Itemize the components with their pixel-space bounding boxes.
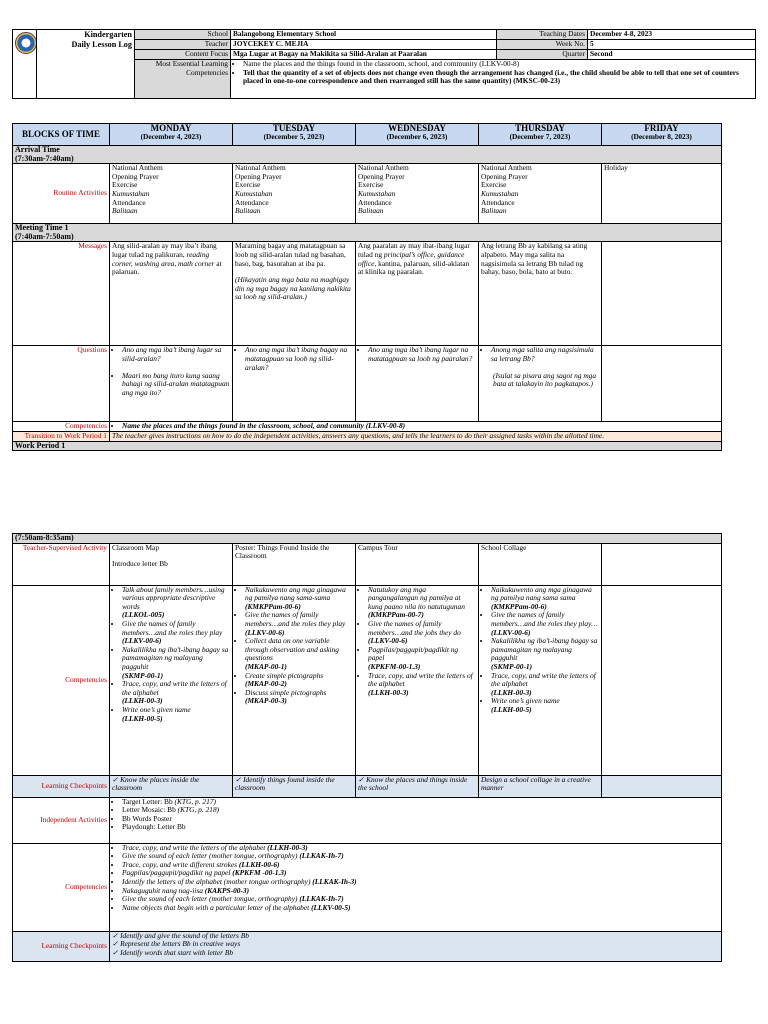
questions-label: Questions bbox=[13, 346, 110, 422]
tsa-tuesday: Poster: Things Found Inside the Classroom bbox=[233, 543, 356, 585]
deped-logo-cell bbox=[13, 30, 37, 99]
section-work-period: Work Period 1 bbox=[13, 441, 722, 451]
meeting-competencies-label: Competencies bbox=[13, 422, 110, 432]
questions-wednesday: • Ano ang mga iba’t ibang lugar na matatagpuan sa loob ng paaralan? bbox=[356, 346, 479, 422]
col-head-wednesday: WEDNESDAY (December 6, 2023) bbox=[356, 124, 479, 146]
quarter-label: Quarter bbox=[497, 50, 588, 60]
tsa-competencies-label: Competencies bbox=[13, 585, 110, 775]
dates-label: Teaching Dates bbox=[497, 30, 588, 40]
competencies-friday bbox=[602, 585, 722, 775]
independent-activities: • Target Letter: Bb (KTG, p. 217) • Letter Mosaic: Bb (KTG, p. 218) • Bb Words Poster • Playdough: Letter Bb bbox=[110, 797, 722, 843]
lesson-table-page1 bbox=[12, 123, 722, 451]
tsa-friday bbox=[602, 543, 722, 585]
mel-list bbox=[231, 60, 756, 99]
checkpoint-tuesday: ✓ Identify things found inside the classroom bbox=[233, 775, 356, 797]
independent-label: Independent Activities bbox=[13, 797, 110, 843]
competencies-monday: • Talk about family members…using various appropriate descriptive words (LLKOL-005) • Give the names of family members…and the roles they play (LLKV-00-6) • Nakalilikha ng iba’t-ibang bagay sa pamamagitan ng malayang pagguhit (SKMP-00-1) • Trace, copy, and write the letters of the alphabet (LLKH-00-3) • Write one’s given name (LLKH-00-5) bbox=[110, 585, 233, 775]
questions-friday bbox=[602, 346, 722, 422]
teacher-label: Teacher bbox=[135, 40, 231, 50]
tsa-monday: Classroom Map Introduce letter Bb bbox=[110, 543, 233, 585]
checkpoints-label: Learning Checkpoints bbox=[13, 775, 110, 797]
competencies-thursday: • Naikukuwento ang mga ginagawa ng pamilya nang sama sama (KMKPPam-00-6) • Give the names of family members…and the roles they play… (LLKV-00-6) • Nakalilikha ng iba’t-ibang bagay sa pamamagitan ng malayang pagguhit (SKMP-00-1) • Trace, copy, and write the letters of the alphabet (LLKH-00-3) • Write one’s given name (LLKH-00-5) bbox=[479, 585, 602, 775]
lesson-table-page2 bbox=[12, 533, 722, 962]
message-tuesday: Maraming bagay ang matatagpuan sa loob ng silid-aralan tulad ng basahan, baso, bag, basurahan at iba pa. (Hikayatin ang mga bata na magbigay din ng mga bagay na kanilang nakikita sa loob ng silid-aralan.) bbox=[233, 242, 356, 346]
col-head-friday: FRIDAY (December 8, 2023) bbox=[602, 124, 722, 146]
meeting-competencies: • Name the places and the things found in the classroom, school, and community (LLKV-00-8) bbox=[110, 422, 722, 432]
message-monday: Ang silid-aralan ay may iba’t ibang lugar tulad ng palikuran, reading corner, washing area, math corner at palaruan. bbox=[110, 242, 233, 346]
transition-text: The teacher gives instructions on how to do the independent activities, answers any questions, and tells the learners to do their assigned tasks within the allotted time. bbox=[110, 431, 722, 441]
teacher-value: JOYCEKEY C. MEJIA bbox=[231, 40, 497, 50]
routine-monday: National Anthem Opening Prayer Exercise Kumustahan Attendance Balitaan bbox=[110, 164, 233, 224]
questions-tuesday: • Ano ang mga iba’t ibang bagay na matatagpuan sa loob ng silid-aralan? bbox=[233, 346, 356, 422]
col-head-blocks: BLOCKS OF TIME bbox=[13, 124, 110, 146]
tsa-label: Teacher-Supervised Activity bbox=[13, 543, 110, 585]
tsa-wednesday: Campus Tour bbox=[356, 543, 479, 585]
checkpoint-wednesday: ✓ Know the places and things inside the school bbox=[356, 775, 479, 797]
week-label: Week No. bbox=[497, 40, 588, 50]
focus-label: Content Focus bbox=[135, 50, 231, 60]
mel-item: • Name the places and the things found in the classroom, school, and community (LLKV-00-8) bbox=[243, 60, 753, 69]
message-friday bbox=[602, 242, 722, 346]
col-head-monday: MONDAY (December 4, 2023) bbox=[110, 124, 233, 146]
check-icon: ✓ bbox=[112, 939, 119, 949]
check-icon: ✓ bbox=[112, 775, 119, 784]
check-icon: ✓ bbox=[235, 775, 242, 784]
message-thursday: Ang letrang Bb ay kabilang sa ating alpabeto. May mga salita na nagsisimula sa letrang Bb tulad ng bahay, baso, bola, bato at buto. bbox=[479, 242, 602, 346]
checkpoint-friday bbox=[602, 775, 722, 797]
checkpoints2: ✓ Identify and give the sound of the letters Bb ✓ Represent the letters Bb in creative ways ✓ Identify words that start with letter Bb bbox=[110, 931, 722, 961]
messages-label: Messages bbox=[13, 242, 110, 346]
doc-title-line1: Kindergarten bbox=[84, 30, 132, 39]
section-meeting: Meeting Time 1 (7:40am-7:50am) bbox=[13, 224, 722, 242]
transition-label: Transition to Work Period 1 bbox=[13, 431, 110, 441]
routine-tuesday: National Anthem Opening Prayer Exercise Kumustahan Attendance Balitaan bbox=[233, 164, 356, 224]
check-icon: ✓ bbox=[112, 947, 119, 957]
checkpoint-monday: ✓ Know the places inside the classroom bbox=[110, 775, 233, 797]
independent-competencies-label: Competencies bbox=[13, 843, 110, 931]
check-icon: ✓ bbox=[112, 931, 119, 940]
focus-value: Mga Lugar at Bagay na Makikita sa Silid-Aralan at Paaralan bbox=[231, 50, 497, 60]
section-arrival: Arrival Time (7:30am-7:40am) bbox=[13, 146, 722, 164]
col-head-tuesday: TUESDAY (December 5, 2023) bbox=[233, 124, 356, 146]
quarter-value: Second bbox=[588, 50, 756, 60]
doc-title-line2: Daily Lesson Log bbox=[71, 40, 132, 49]
independent-competencies: • Trace, copy, and write the letters of the alphabet (LLKH-00-3) • Give the sound of each letter (mother tongue, orthography) (LLKAK-Ih-7) • Trace, copy, and write different strokes (LLKH-00-6) • Pagpilas/paggupit/pagdikit ng papel (KPKFM -00-1.3) • Identify the letters of the alphabet (mother tongue orthography) (LLKAK-Ih-3) • Nakaguguhit nang nag-iisa (KAKPS-00-3) • Give the sound of each letter (mother tongue, orthography) (LLKAK-Ih-7) • Name objects that begin with a particular letter of the alphabet (LLKV-00-5) bbox=[110, 843, 722, 931]
mel-label: Most Essential Learning Competencies bbox=[135, 60, 231, 99]
col-head-thursday: THURSDAY (December 7, 2023) bbox=[479, 124, 602, 146]
work-period-time: (7:50am-8:35am) bbox=[13, 534, 722, 544]
competencies-tuesday: • Naikukuwento ang mga ginagawa ng pamilya nang sama-sama (KMKPPam-00-6) • Give the names of family members…and the roles they play (LLKV-00-6) • Collect data on one variable through observation and asking questions (MKAP-00-1) • Create simple pictographs (MKAP-00-2) • Discuss simple pictographs (MKAP-00-3) bbox=[233, 585, 356, 775]
checkpoints2-label: Learning Checkpoints bbox=[13, 931, 110, 961]
checkpoint-thursday: Design a school collage in a creative manner bbox=[479, 775, 602, 797]
questions-monday: • Ano ang mga iba’t ibang lugar sa silid-aralan? • Maari mo bang ituro kung saang bahagi ng silid-aralan matatagpuan ang mga ito? bbox=[110, 346, 233, 422]
questions-thursday: • Anong mga salita ang nagsisimula sa letrang Bb? (Isulat sa pisara ang sagot ng mga bata at talakayin ito pagkatapos.) bbox=[479, 346, 602, 422]
week-value: 5 bbox=[588, 40, 756, 50]
routine-friday: Holiday bbox=[602, 164, 722, 224]
header-table bbox=[12, 29, 756, 99]
check-icon: ✓ bbox=[358, 775, 365, 784]
tsa-thursday: School Collage bbox=[479, 543, 602, 585]
message-wednesday: Ang paaralan ay may ibat-ibang lugar tulad ng principal’s office, guidance office, kantina, palaruan, silid-aklatan at klinika ng paaralan. bbox=[356, 242, 479, 346]
routine-wednesday: National Anthem Opening Prayer Exercise Kumustahan Attendance Balitaan bbox=[356, 164, 479, 224]
dates-value: December 4-8, 2023 bbox=[588, 30, 756, 40]
mel-item: • Tell that the quantity of a set of objects does not change even though the arrangement has changed (i.e., the child should be able to tell that one set of counters placed in one-to-one correspondence and then rearranged still has the same quantity) (MKSC-00-23) bbox=[243, 69, 753, 86]
deped-seal-icon bbox=[15, 32, 37, 54]
school-value: Balangobong Elementary School bbox=[231, 30, 497, 40]
competencies-wednesday: • Natutukoy ang mga pangangalangan ng pamilya at kung paano nila ito natutugunan (KMKPPam-00-7) • Give the names of family members…and the jobs they do (LLKV-00-6) • Pagpilas/paggupit/pagdikit ng papel (KPKFM-00-1.3) • Trace, copy, and write the letters of the alphabet (LLKH-00-3) bbox=[356, 585, 479, 775]
school-label: School bbox=[135, 30, 231, 40]
routine-thursday: National Anthem Opening Prayer Exercise Kumustahan Attendance Balitaan bbox=[479, 164, 602, 224]
title-cell bbox=[37, 30, 135, 99]
routine-label: Routine Activities bbox=[13, 164, 110, 224]
